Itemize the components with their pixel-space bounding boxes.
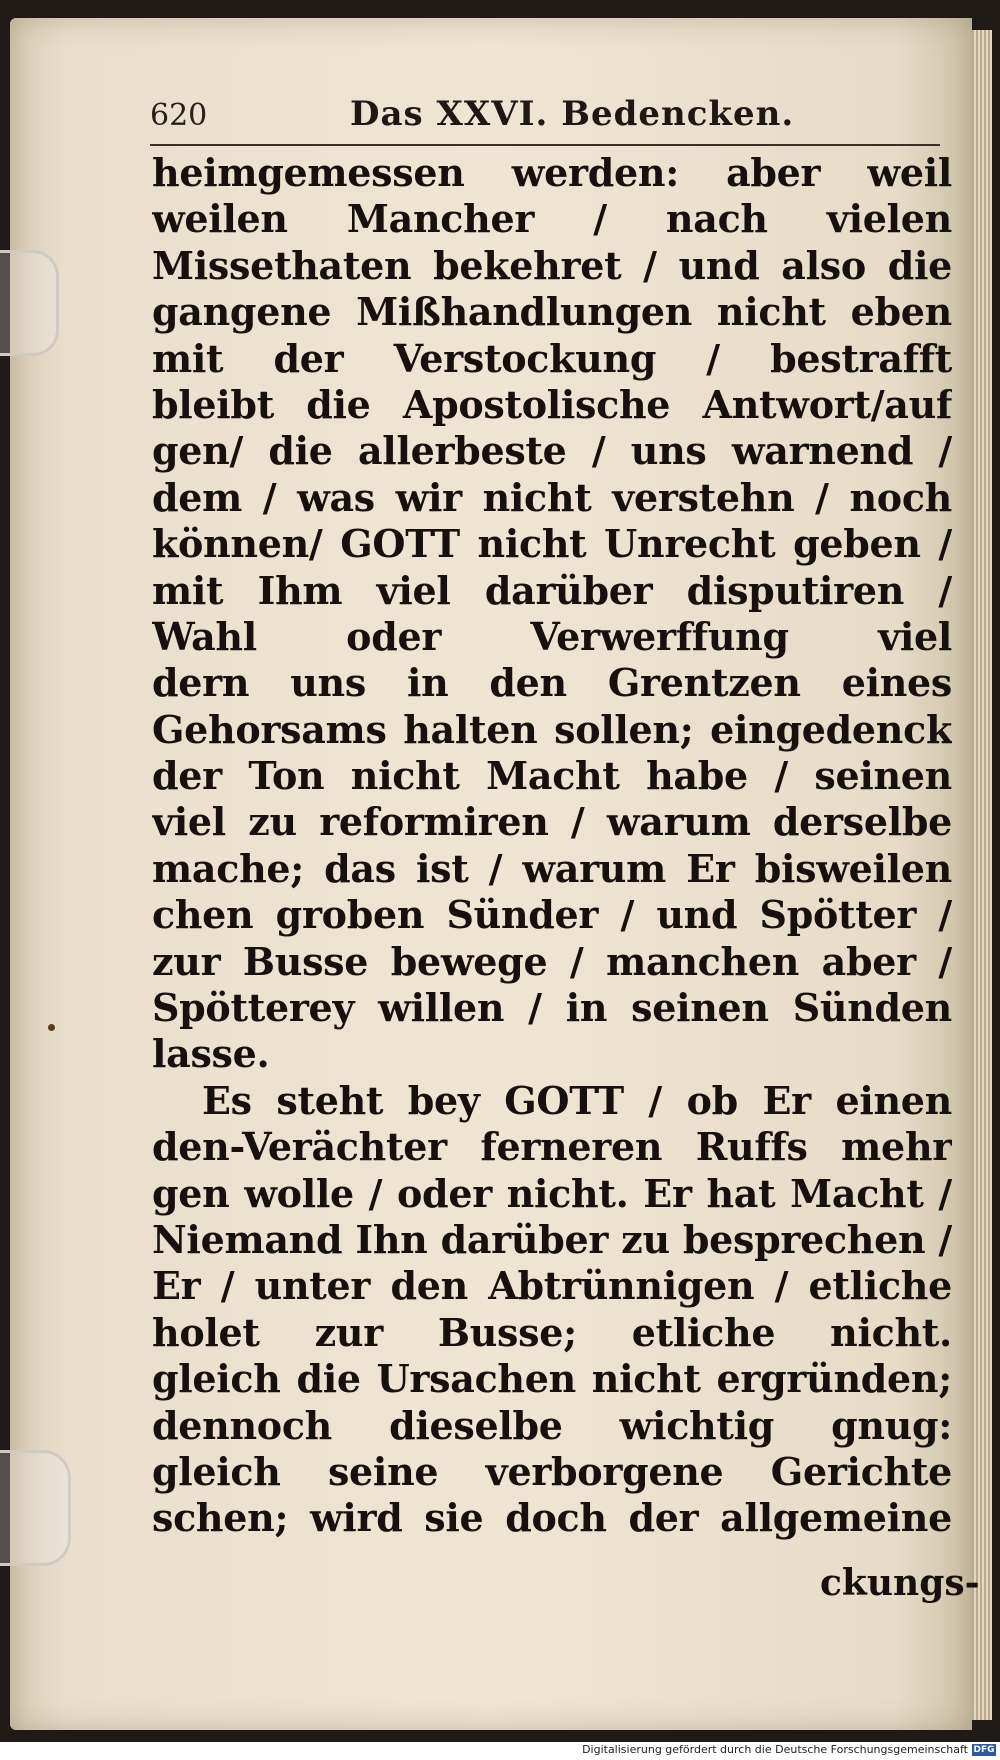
text-line: viel zu reformiren / warum derselbe [152,799,952,845]
running-head [150,92,940,140]
text-line: gleich seine verborgene Gerichte [152,1448,952,1494]
bottom-page-clip [0,1450,71,1566]
ink-mark [48,1024,55,1031]
text-line: mache; das ist / warum Er bisweilen [152,845,952,891]
text-line: gleich die Ursachen nicht ergründen; [152,1356,952,1402]
text-line: zur Busse bewege / manchen aber / [152,938,952,984]
text-line: Spötterey willen / in seinen Sünden [152,985,952,1031]
text-line: lasse. [152,1031,270,1077]
text-line: Es steht bey GOTT / ob Er einen [202,1077,952,1123]
text-line: Wahl oder Verwerffung viel [152,613,952,659]
text-line: chen groben Sünder / und Spötter / [152,892,952,938]
text-line: gen/ die allerbeste / uns warnend / [152,428,952,474]
head-rule [150,144,940,146]
page-number: 620 [150,98,208,133]
text-line: dennoch dieselbe wichtig gnug: [152,1402,952,1448]
running-title: Das XXVI. Bedencken. [350,94,795,134]
text-line: den-Verächter ferneren Ruffs mehr [152,1124,952,1170]
top-page-clip [0,250,59,356]
page-edge-stack [972,30,992,1720]
text-line: mit Ihm viel darüber disputiren / [152,567,952,613]
text-line: Niemand Ihn darüber zu besprechen / [152,1216,952,1262]
text-line: bleibt die Apostolische Antwort/auf [152,381,952,427]
dfg-logo: DFG [973,1745,995,1755]
body-text [152,150,952,1542]
text-line: können/ GOTT nicht Unrecht geben / [152,521,952,567]
text-line: mit der Verstockung / bestrafft [152,335,952,381]
text-line: dem / was wir nicht verstehn / noch [152,474,952,520]
text-line: Missethaten bekehret / und also die [152,242,952,288]
text-line: dern uns in den Grentzen eines [152,660,952,706]
text-line: der Ton nicht Macht habe / seinen [152,753,952,799]
text-line: gen wolle / oder nicht. Er hat Macht / [152,1170,952,1216]
text-line: heimgemessen werden: aber weil [152,150,952,195]
text-line: holet zur Busse; etliche nicht. [152,1309,952,1355]
text-line: weilen Mancher / nach vielen [152,196,952,242]
catchword: ckungs- [820,1562,980,1604]
text-line: schen; wird sie doch der allgemeine [152,1495,952,1541]
text-line: gangene Mißhandlungen nicht eben [152,289,952,335]
text-line: Er / unter den Abtrünnigen / etliche [152,1263,952,1309]
text-line: Gehorsams halten sollen; eingedenck [152,706,952,752]
footer-credit: Digitalisierung gefördert durch die Deutsche Forschungsgemeinschaft [582,1743,968,1756]
